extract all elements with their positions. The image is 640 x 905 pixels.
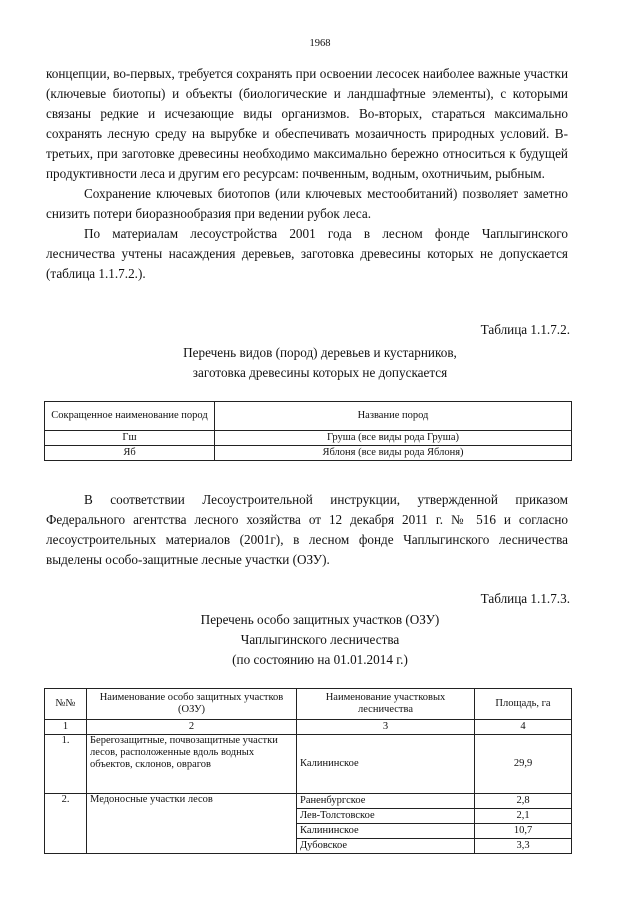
- cell-abbreviation: Яб: [45, 446, 215, 461]
- paragraph-4: В соответствии Лесоустроительной инструкции, утвержденной приказом Федерального агентства лесного хозяйства от 12 декабря 2011 г. № 516 и согласно лесоустроительных материалов (2001г), в лесном фонде Чаплыгинского лесничества выделены особо-защитные лесные участки (ОЗУ).: [46, 492, 568, 567]
- cell-number: 2.: [45, 794, 87, 854]
- cell-ozu-name: Медоносные участки лесов: [87, 794, 297, 854]
- cell-ozu-name: Берегозащитные, почвозащитные участки лесов, расположенные вдоль водных объектов, склонов, оврагов: [87, 735, 297, 794]
- cell-forestry: Лев-Толстовское: [297, 809, 475, 824]
- table-header-row: [45, 689, 572, 720]
- cell-area: 10,7: [475, 824, 572, 839]
- page-number: 1968: [309, 38, 331, 49]
- table-row: [45, 735, 572, 794]
- cell-abbreviation: Гш: [45, 431, 215, 446]
- table-row: [45, 446, 572, 461]
- table-2-title: [0, 610, 640, 670]
- cell-species-name: Груша (все виды рода Груша): [215, 431, 572, 446]
- table-1-title-line-2: заготовка древесины которых не допускается: [192, 365, 448, 380]
- column-number: 3: [297, 720, 475, 735]
- header-ozu-name: Наименование особо защитных участков (ОЗУ): [87, 689, 297, 720]
- cell-forestry: Калининское: [297, 824, 475, 839]
- body-text-middle: [46, 490, 568, 570]
- paragraph-2: Сохранение ключевых биотопов (или ключевых местообитаний) позволяет заметно снизить потери биоразнообразия при ведении рубок леса.: [46, 186, 568, 221]
- column-number: 4: [475, 720, 572, 735]
- header-number: №№: [45, 689, 87, 720]
- cell-area: 29,9: [475, 735, 572, 794]
- cell-forestry: Калининское: [297, 735, 475, 794]
- table-2-title-line-3: (по состоянию на 01.01.2014 г.): [232, 652, 408, 667]
- column-number: 2: [87, 720, 297, 735]
- cell-area: 2,1: [475, 809, 572, 824]
- table-2-title-line-2: Чаплыгинского лесничества: [240, 632, 400, 647]
- table-2-title-line-1: Перечень особо защитных участков (ОЗУ): [200, 612, 440, 627]
- table-header-row: [45, 402, 572, 431]
- ozu-table: [44, 688, 572, 854]
- body-text-top: [46, 64, 568, 284]
- table-row: [45, 794, 572, 809]
- paragraph-3: По материалам лесоустройства 2001 года в лесном фонде Чаплыгинского лесничества учтены насаждения деревьев, заготовка древесины которых не допускается (таблица 1.1.7.2.).: [46, 226, 568, 281]
- table-1-title: [0, 343, 640, 383]
- paragraph-1: концепции, во-первых, требуется сохранять при освоении лесосек наиболее важные участки (ключевые биотопы) и объекты (биологические и ландшафтные элементы), с которыми связаны редкие и исчезающие виды организмов. Во-вторых, стараться максимально сохранять лесную среду на вырубке и обеспечивать мозаичность природных условий. В-третьих, при заготовке древесины необходимо максимально бережно относиться к будущей продуктивности леса и другим его ресурсам: почвенным, водным, охотничьим, рыбным.: [46, 66, 568, 181]
- cell-forestry: Дубовское: [297, 839, 475, 854]
- header-forestry: Наименование участковых лесничества: [297, 689, 475, 720]
- table-2-caption: Таблица 1.1.7.3.: [480, 591, 570, 606]
- table-row: [45, 431, 572, 446]
- cell-number: 1.: [45, 735, 87, 794]
- cell-area: 3,3: [475, 839, 572, 854]
- cell-species-name: Яблоня (все виды рода Яблоня): [215, 446, 572, 461]
- column-number-row: [45, 720, 572, 735]
- header-area: Площадь, га: [475, 689, 572, 720]
- species-table: [44, 401, 572, 461]
- column-number: 1: [45, 720, 87, 735]
- header-species-name: Название пород: [215, 402, 572, 431]
- table-1-title-line-1: Перечень видов (пород) деревьев и кустарников,: [183, 345, 457, 360]
- cell-forestry: Раненбургское: [297, 794, 475, 809]
- table-1-caption: Таблица 1.1.7.2.: [480, 322, 570, 337]
- header-abbreviation: Сокращенное наименование пород: [45, 402, 215, 431]
- cell-area: 2,8: [475, 794, 572, 809]
